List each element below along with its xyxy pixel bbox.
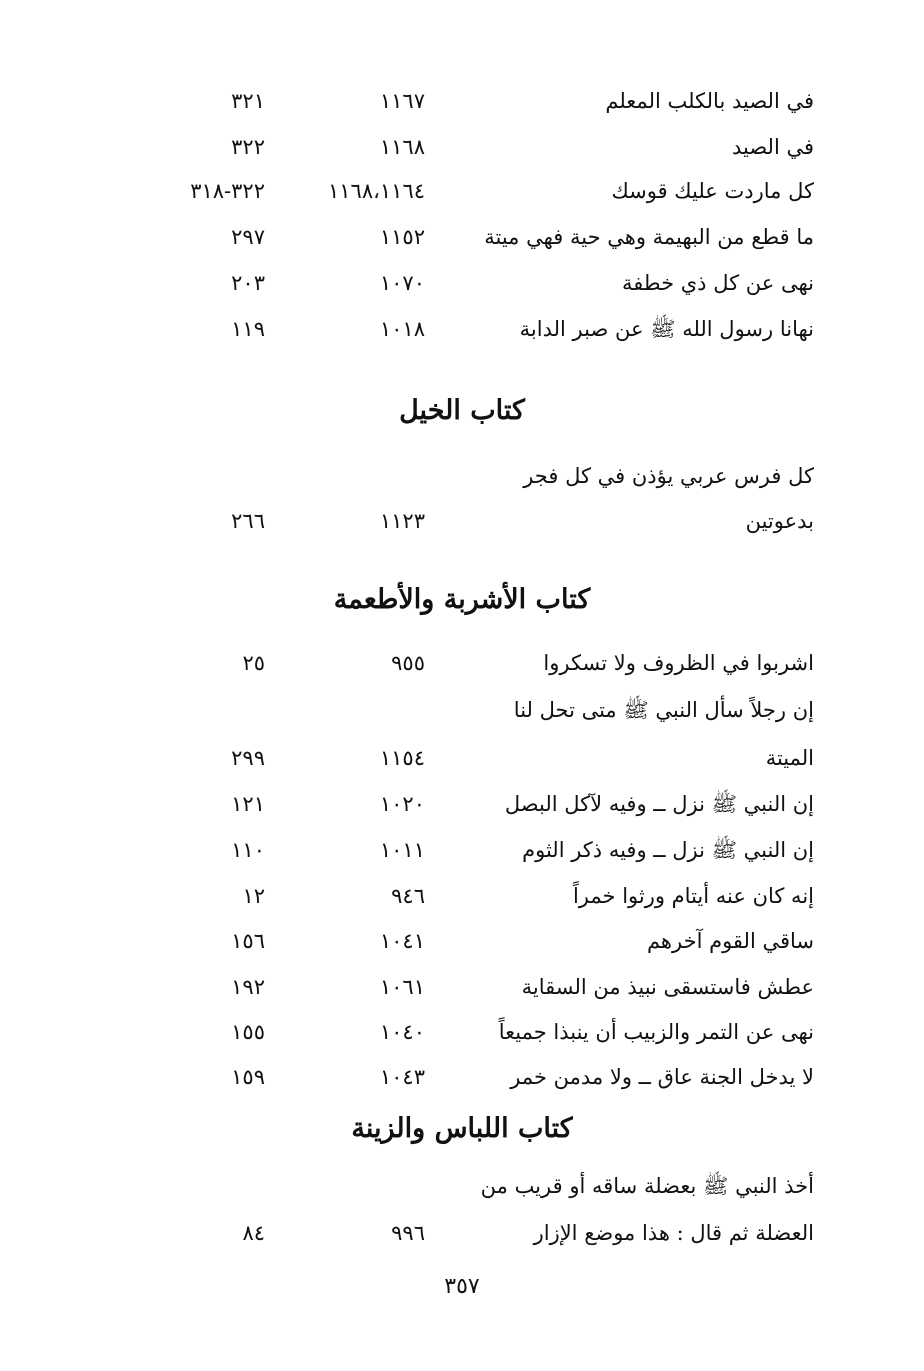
hadith-text: إن رجلاً سأل النبي ﷺ متى تحل لنا	[513, 698, 814, 722]
hadith-text: ما قطع من البهيمة وهي حية فهي ميتة	[484, 225, 814, 249]
index-row	[0, 1213, 924, 1253]
page-reference: ١٥٥	[231, 1020, 265, 1044]
index-row	[0, 643, 924, 683]
hadith-text: عطش فاستسقى نبيذ من السقاية	[521, 975, 814, 999]
index-row	[0, 1057, 924, 1097]
hadith-text: نهانا رسول الله ﷺ عن صبر الدابة	[519, 317, 814, 341]
hadith-number: ١١٢٣	[379, 509, 425, 533]
hadith-text: نهى عن كل ذي خطفة	[621, 271, 814, 295]
section-title: كتاب اللباس والزينة	[351, 1113, 573, 1144]
page-reference: ٣٢٢	[231, 135, 265, 159]
hadith-number: ١٠١٨	[379, 317, 425, 341]
hadith-text: إن النبي ﷺ نزل ــ وفيه ذكر الثوم	[522, 838, 814, 862]
page-reference: ٢٩٩	[231, 746, 265, 770]
page-reference: ١٥٦	[231, 929, 265, 953]
hadith-text: إنه كان عنه أيتام ورثوا خمراً	[572, 884, 814, 908]
hadith-text: ساقي القوم آخرهم	[646, 929, 814, 953]
page-reference: ٣٢٢-٣١٨	[190, 179, 265, 203]
index-row	[0, 784, 924, 824]
page-reference: ١٢	[242, 884, 265, 908]
index-row	[0, 967, 924, 1007]
index-row	[0, 501, 924, 541]
page-reference: ١٥٩	[231, 1065, 265, 1089]
index-row	[0, 263, 924, 303]
hadith-number: ١١٦٨،١١٦٤	[327, 179, 425, 203]
index-row	[0, 830, 924, 870]
hadith-number: ١١٥٤	[379, 746, 425, 770]
hadith-number: ١١٦٧	[379, 89, 425, 113]
hadith-number: ١٠٧٠	[379, 271, 425, 295]
hadith-text: نهى عن التمر والزبيب أن ينبذا جميعاً	[498, 1020, 814, 1044]
index-row	[0, 309, 924, 349]
hadith-number: ١٠٢٠	[379, 792, 425, 816]
page-reference: ١١٩	[231, 317, 265, 341]
hadith-number: ١١٦٨	[379, 135, 425, 159]
hadith-text: إن النبي ﷺ نزل ــ وفيه لآكل البصل	[504, 792, 814, 816]
index-row	[0, 81, 924, 121]
index-row	[0, 1012, 924, 1052]
index-row	[0, 127, 924, 167]
index-row	[0, 921, 924, 961]
page-reference: ٢٦٦	[231, 509, 265, 533]
index-row	[0, 456, 924, 496]
hadith-number: ١٠٤٣	[379, 1065, 425, 1089]
hadith-text: لا يدخل الجنة عاق ــ ولا مدمن خمر	[510, 1065, 814, 1089]
hadith-number: ١١٥٢	[379, 225, 425, 249]
index-row	[0, 171, 924, 211]
page-reference: ١١٠	[231, 838, 265, 862]
hadith-number: ١٠٤٠	[379, 1020, 425, 1044]
hadith-text: في الصيد بالكلب المعلم	[605, 89, 814, 113]
index-row	[0, 217, 924, 257]
hadith-text: كل فرس عربي يؤذن في كل فجر	[523, 464, 814, 488]
index-row	[0, 1166, 924, 1206]
page-reference: ٨٤	[242, 1221, 265, 1245]
hadith-number: ٩٥٥	[391, 651, 425, 675]
page-reference: ٢٥	[242, 651, 265, 675]
hadith-number: ٩٤٦	[391, 884, 425, 908]
index-row	[0, 738, 924, 778]
hadith-number: ١٠١١	[379, 838, 425, 862]
hadith-text: كل ماردت عليك قوسك	[611, 179, 814, 203]
page-number: ٣٥٧	[444, 1274, 480, 1299]
hadith-number: ٩٩٦	[391, 1221, 425, 1245]
hadith-number: ١٠٤١	[379, 929, 425, 953]
hadith-text: اشربوا في الظروف ولا تسكروا	[543, 651, 814, 675]
page-reference: ٢٠٣	[231, 271, 265, 295]
page-reference: ١٩٢	[231, 975, 265, 999]
hadith-text: العضلة ثم قال : هذا موضع الإزار	[533, 1221, 814, 1245]
hadith-number: ١٠٦١	[379, 975, 425, 999]
section-title: كتاب الأشربة والأطعمة	[333, 584, 591, 615]
page-reference: ٢٩٧	[231, 225, 265, 249]
index-row	[0, 876, 924, 916]
page-reference: ١٢١	[231, 792, 265, 816]
hadith-text: الميتة	[765, 746, 814, 770]
hadith-text: بدعوتين	[745, 509, 814, 533]
hadith-text: في الصيد	[731, 135, 814, 159]
index-row	[0, 690, 924, 730]
hadith-text: أخذ النبي ﷺ بعضلة ساقه أو قريب من	[480, 1174, 814, 1198]
section-title: كتاب الخيل	[399, 395, 525, 426]
page-reference: ٣٢١	[231, 89, 265, 113]
